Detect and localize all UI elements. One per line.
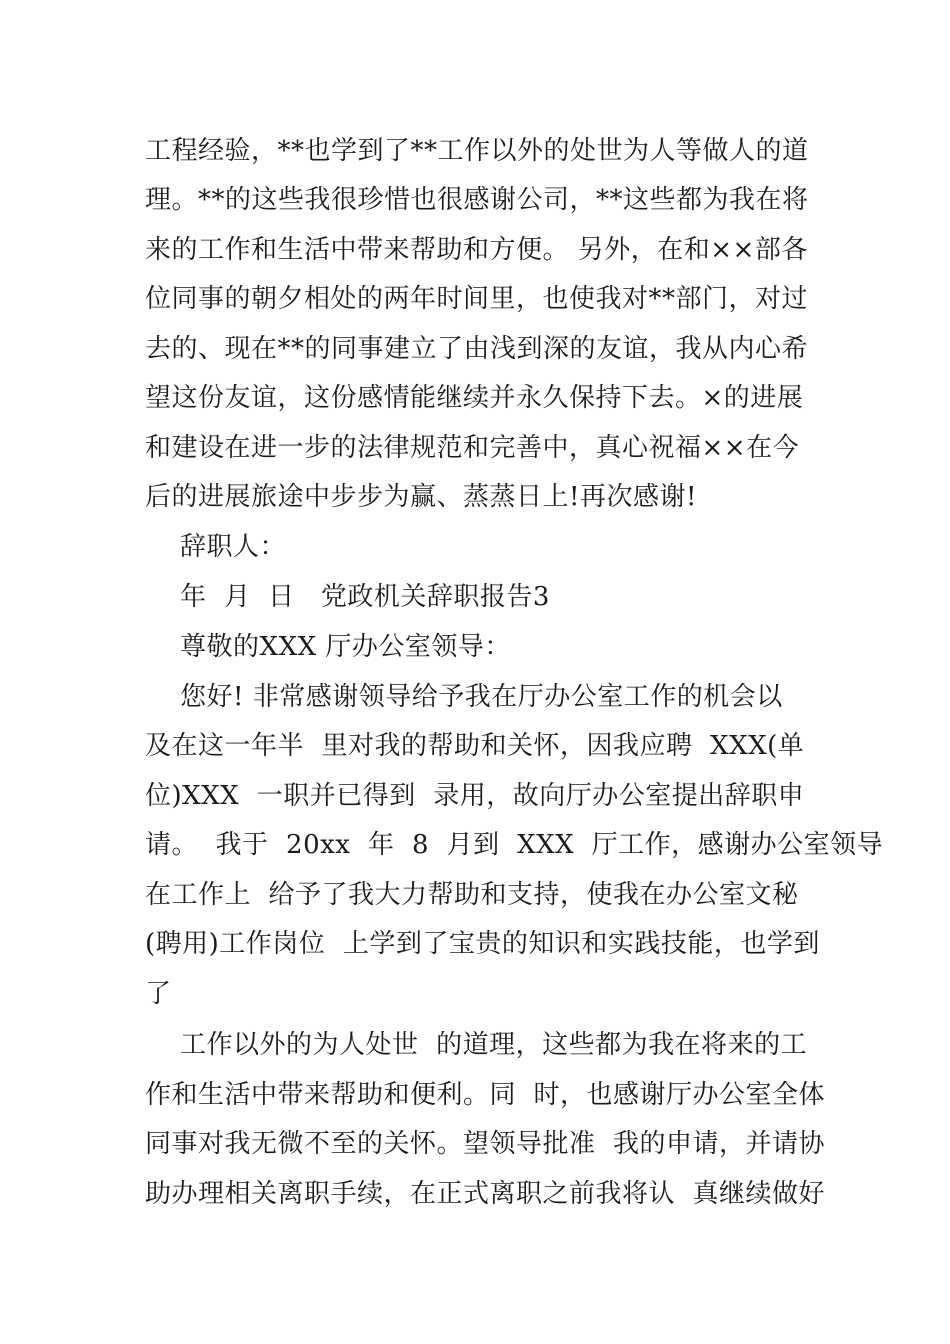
text-line: (聘用)工作岗位 上学到了宝贵的知识和实践技能，也学到: [145, 929, 820, 959]
text-line: 位)XXX 一职并已得到 录用，故向厅办公室提出辞职申: [145, 781, 805, 811]
text-line: 后的进展旅途中步步为赢、蒸蒸日上!再次感谢!: [145, 482, 697, 512]
text-line: 位同事的朝夕相处的两年时间里，也使我对**部门，对过: [145, 284, 809, 314]
salutation: 尊敬的XXX 厅办公室领导：: [145, 632, 511, 662]
text-line: 您好! 非常感谢领导给予我在厅办公室工作的机会以: [145, 682, 783, 712]
date-and-section-title: 年 月 日 党政机关辞职报告3: [145, 582, 550, 612]
text-line: 同事对我无微不至的关怀。望领导批准 我的申请，并请协: [145, 1129, 826, 1159]
text-line: 助办理相关离职手续，在正式离职之前我将认 真继续做好: [145, 1179, 826, 1209]
text-line: 理。**的这些我很珍惜也很感谢公司，**这些都为我在将: [145, 185, 809, 215]
text-line: 请。 我于 20xx 年 8 月到 XXX 厅工作，感谢办公室领导: [145, 830, 884, 860]
text-line: 去的、现在**的同事建立了由浅到深的友谊，我从内心希: [145, 334, 809, 364]
signature-label: 辞职人：: [145, 532, 287, 562]
text-line: 工程经验，**也学到了**工作以外的处世为人等做人的道: [145, 136, 809, 166]
text-line: 作和生活中带来帮助和便利。同 时，也感谢厅办公室全体: [145, 1080, 826, 1110]
text-line: 及在这一年半 里对我的帮助和关怀，因我应聘 XXX(单: [145, 731, 805, 761]
text-line: 在工作上 给予了我大力帮助和支持，使我在办公室文秘: [145, 880, 799, 910]
text-line: 望这份友谊，这份感情能继续并永久保持下去。×的进展: [145, 383, 804, 413]
text-line: 工作以外的为人处世 的道理，这些都为我在将来的工: [145, 1030, 808, 1060]
text-line: 了: [145, 979, 172, 1009]
text-line: 来的工作和生活中带来帮助和方便。 另外，在和××部各: [145, 235, 808, 265]
text-line: 和建设在进一步的法律规范和完善中，真心祝福××在今: [145, 433, 800, 463]
